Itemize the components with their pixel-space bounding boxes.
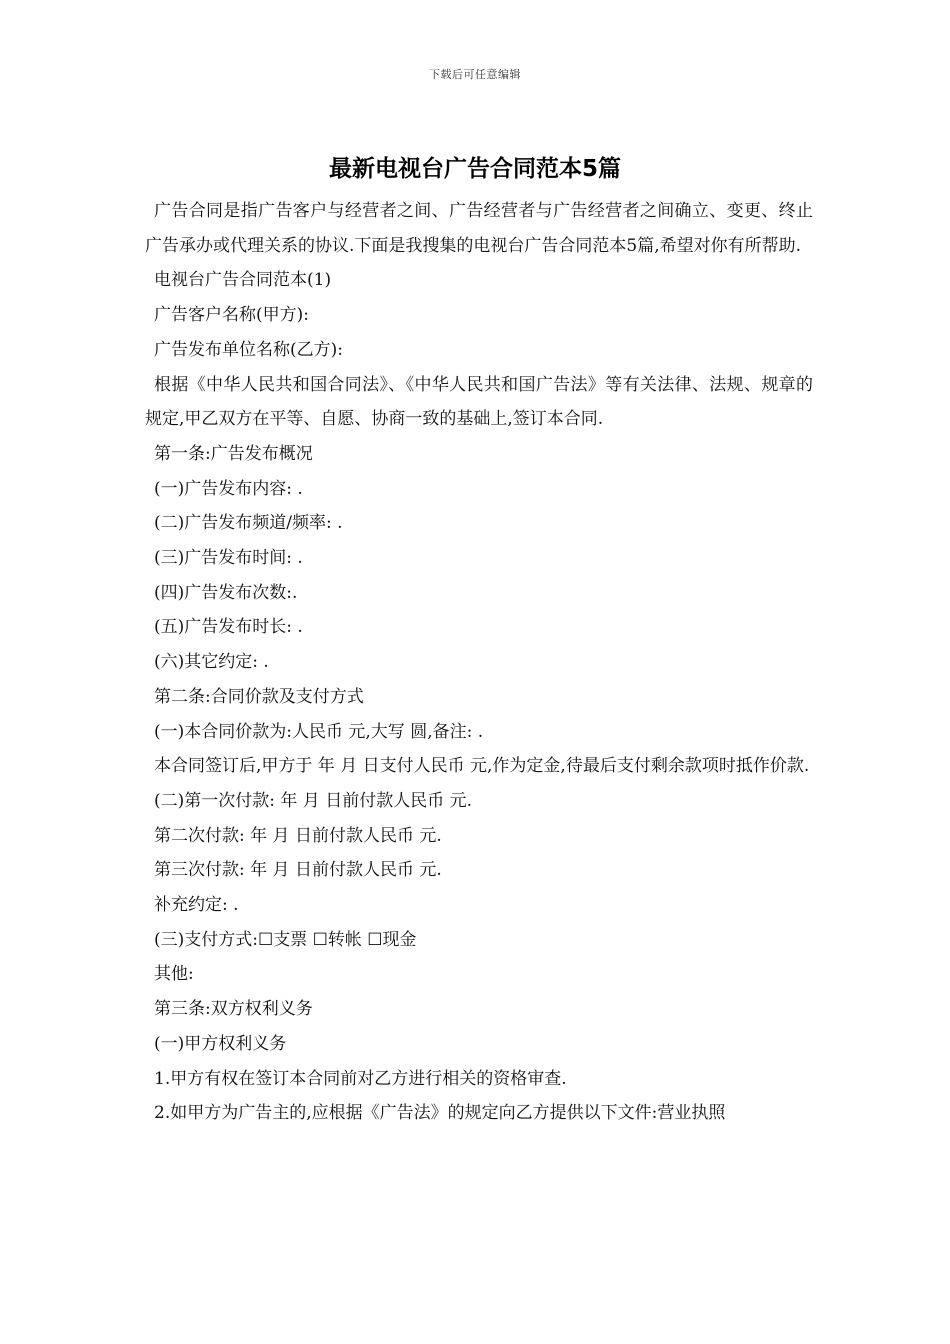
paragraph-legal-basis: 根据《中华人民共和国合同法》、《中华人民共和国广告法》等有关法律、法规、规章的规定,甲乙双方在平等、自愿、协商一致的基础上,签订本合同.: [145, 374, 813, 430]
paragraph-item: (一)本合同价款为:人民币 元,大写 圆,备注: .: [154, 721, 484, 742]
document-title: 最新电视台广告合同范本5篇: [328, 156, 621, 182]
paragraph-article-1: 第一条:广告发布概况: [154, 443, 313, 464]
paragraph-item: 第三次付款: 年 月 日前付款人民币 元.: [154, 860, 442, 881]
paragraph-article-2: 第二条:合同价款及支付方式: [154, 686, 364, 707]
paragraph-item: 补充约定: .: [154, 895, 239, 916]
paragraph-item: (一)甲方权利义务: [154, 1033, 287, 1054]
paragraph-intro: 广告合同是指广告客户与经营者之间、广告经营者与广告经营者之间确立、变更、终止广告承办或代理关系的协议.下面是我搜集的电视台广告合同范本5篇,希望对你有所帮助.: [145, 201, 813, 256]
paragraph-article-3: 第三条:双方权利义务: [154, 999, 313, 1020]
header-note: 下载后可任意编辑: [429, 68, 521, 81]
paragraph-party-b: 广告发布单位名称(乙方):: [154, 339, 343, 360]
paragraph-deposit: 本合同签订后,甲方于 年 月 日支付人民币 元,作为定金,待最后支付剩余款项时抵作价款.: [154, 756, 810, 777]
paragraph-item: (三)广告发布时间: .: [154, 548, 303, 569]
document-body: [145, 194, 813, 1131]
paragraph-item: 1.甲方有权在签订本合同前对乙方进行相关的资格审查.: [154, 1068, 567, 1089]
paragraph-item: 其他:: [154, 964, 194, 985]
paragraph-item: (五)广告发布时长: .: [154, 617, 303, 638]
paragraph-item: (一)广告发布内容: .: [154, 478, 303, 499]
paragraph-party-a: 广告客户名称(甲方):: [154, 305, 309, 326]
paragraph-item: (二)广告发布频道/频率: .: [154, 513, 343, 534]
paragraph-payment-method: (三)支付方式:☐支票 ☐转帐 ☐现金: [154, 929, 417, 950]
paragraph-item: (六)其它约定: .: [154, 652, 269, 673]
paragraph-item: 第二次付款: 年 月 日前付款人民币 元.: [154, 825, 442, 846]
paragraph-item: (二)第一次付款: 年 月 日前付款人民币 元.: [154, 790, 473, 811]
paragraph-item: (四)广告发布次数:.: [154, 582, 298, 603]
paragraph-item: 2.如甲方为广告主的,应根据《广告法》的规定向乙方提供以下文件:营业执照: [154, 1103, 726, 1124]
paragraph-contract-heading: 电视台广告合同范本(1): [154, 270, 332, 291]
